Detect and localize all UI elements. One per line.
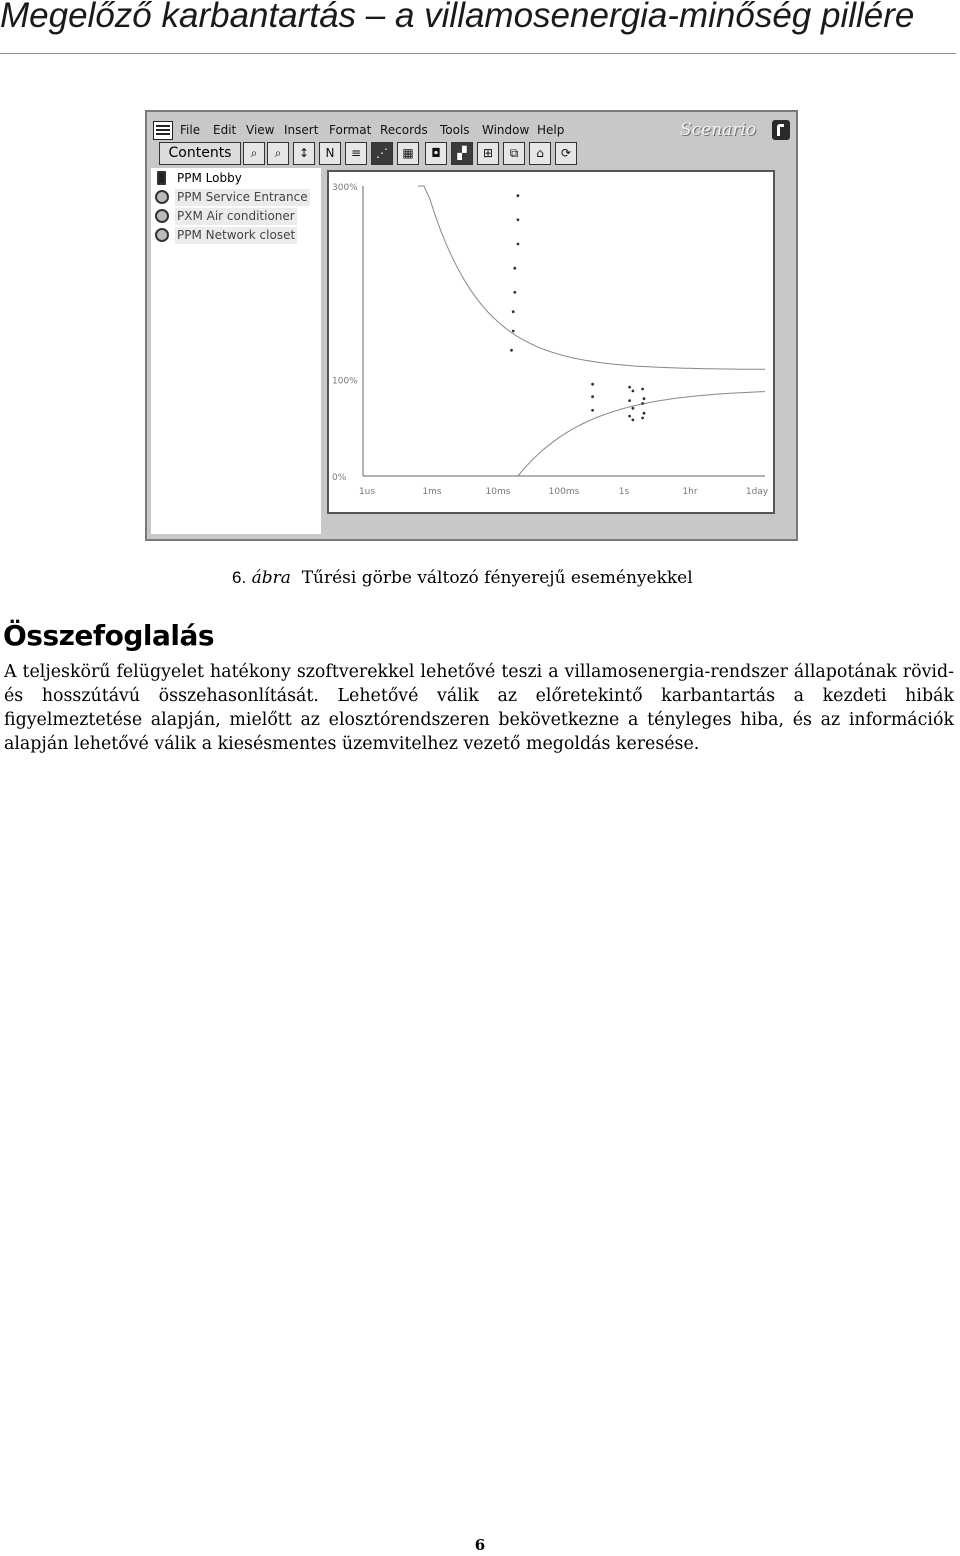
x-tick-label: 10ms: [485, 487, 511, 497]
device-tree-pane: [151, 168, 321, 534]
tolerance-curve-chart: [329, 172, 773, 512]
device-item-pxm-air-conditioner[interactable]: [155, 208, 317, 226]
menu-tools[interactable]: Tools: [440, 123, 470, 137]
paragraph-line: A teljeskörű felügyelet hatékony szoftverekkel lehetővé teszi a villamosenergia-rendszer állapotának rövid-: [4, 662, 954, 682]
home-icon[interactable]: ⌂: [529, 142, 551, 165]
menu-edit[interactable]: Edit: [213, 123, 237, 137]
caption-text: Tűrési görbe változó fényerejű eseményekkel: [301, 568, 693, 588]
window-icon[interactable]: ⧉: [503, 142, 525, 165]
vertical-arrows-icon[interactable]: ↕: [293, 142, 315, 165]
device-icon: [155, 228, 169, 242]
chart-icon[interactable]: ◘: [425, 142, 447, 165]
figure-caption: [232, 566, 693, 590]
event-point: [632, 390, 635, 393]
waveform-icon[interactable]: ▞: [451, 142, 473, 165]
x-tick-label: 1day: [745, 487, 769, 497]
event-point: [517, 194, 520, 197]
page-number: 6: [474, 1536, 486, 1554]
paragraph-line: és hosszútávú összehasonlítását. Lehetővé válik az előretekintő karbantartás a kezdeti hibák: [4, 686, 954, 706]
upper-tolerance-curve: [418, 186, 765, 369]
tile-icon[interactable]: ⊞: [477, 142, 499, 165]
event-point: [517, 218, 520, 221]
grid-icon[interactable]: ▦: [397, 142, 419, 165]
tolerance-curve-plot: [327, 170, 775, 514]
device-label: PPM Service Entrance: [177, 190, 308, 204]
brand-logo: Scenario: [680, 120, 757, 140]
menu-file[interactable]: File: [180, 123, 201, 137]
menu-help[interactable]: Help: [537, 123, 565, 137]
n-icon[interactable]: N: [319, 142, 341, 165]
menu-format[interactable]: Format: [329, 123, 372, 137]
x-tick-label: 1s: [618, 487, 630, 497]
summary-paragraph: [4, 660, 954, 756]
x-tick-label: 1hr: [682, 487, 698, 497]
y-tick-label: 0%: [332, 473, 347, 483]
device-item-ppm-lobby[interactable]: [155, 170, 317, 188]
paragraph-line: alapján lehetővé válik a kiesésmentes üzemvitelhez vezető megoldás keresése.: [4, 734, 700, 754]
scatter-icon[interactable]: ⋰: [371, 142, 393, 165]
event-point: [632, 419, 635, 422]
device-icon: [155, 209, 169, 223]
event-point: [591, 409, 594, 412]
app-icon: [153, 121, 173, 140]
y-tick-label: 300%: [332, 183, 358, 193]
zoom-out-icon[interactable]: ⌕: [267, 142, 289, 165]
page-header-title: Megelőző karbantartás – a villamosenergia-minőség pillére: [0, 0, 915, 35]
event-point: [641, 417, 644, 420]
caption-number: 6.: [232, 568, 247, 587]
y-tick-label: 100%: [332, 376, 358, 387]
device-item-ppm-network-closet[interactable]: [155, 227, 317, 245]
event-point: [643, 397, 646, 400]
event-point: [591, 395, 594, 398]
device-icon: [155, 190, 169, 204]
brand-mark-icon: [772, 120, 790, 140]
device-label: PPM Lobby: [177, 171, 242, 185]
device-item-ppm-service-entrance[interactable]: [155, 189, 317, 207]
x-tick-label: 1ms: [422, 487, 442, 497]
contents-button[interactable]: Contents: [159, 142, 241, 165]
x-tick-label: 100ms: [548, 487, 580, 497]
event-point: [628, 415, 631, 418]
meter-icon: [157, 171, 166, 185]
event-point: [628, 386, 631, 389]
paragraph-line: figyelmeztetése alapján, mielőtt az elosztórendszeren bekövetkezne a tényleges hiba, és az információk: [4, 710, 954, 730]
menu-view[interactable]: View: [246, 123, 275, 137]
menu-window[interactable]: Window: [482, 123, 530, 137]
event-point: [591, 383, 594, 386]
lines-icon[interactable]: ≡: [345, 142, 367, 165]
caption-label: ábra: [251, 568, 291, 588]
event-point: [513, 291, 516, 294]
software-screenshot-figure: [145, 110, 798, 541]
toolbar: [159, 142, 579, 166]
menu-records[interactable]: Records: [380, 123, 428, 137]
x-tick-label: 1us: [358, 487, 376, 497]
event-point: [643, 412, 646, 415]
section-heading: Összefoglalás: [3, 619, 215, 652]
event-point: [510, 349, 513, 352]
event-point: [641, 388, 644, 391]
event-point: [512, 330, 515, 333]
device-label: PPM Network closet: [177, 228, 296, 242]
event-point: [517, 243, 520, 246]
refresh-icon[interactable]: ⟳: [555, 142, 577, 165]
header-rule: [0, 53, 956, 54]
zoom-in-icon[interactable]: ⌕: [243, 142, 265, 165]
event-point: [513, 267, 516, 270]
event-point: [628, 399, 631, 402]
device-label: PXM Air conditioner: [177, 209, 295, 223]
menu-insert[interactable]: Insert: [284, 123, 319, 137]
event-point: [512, 310, 515, 313]
event-point: [641, 402, 644, 405]
event-point: [632, 407, 635, 410]
menu-bar: [153, 118, 790, 144]
